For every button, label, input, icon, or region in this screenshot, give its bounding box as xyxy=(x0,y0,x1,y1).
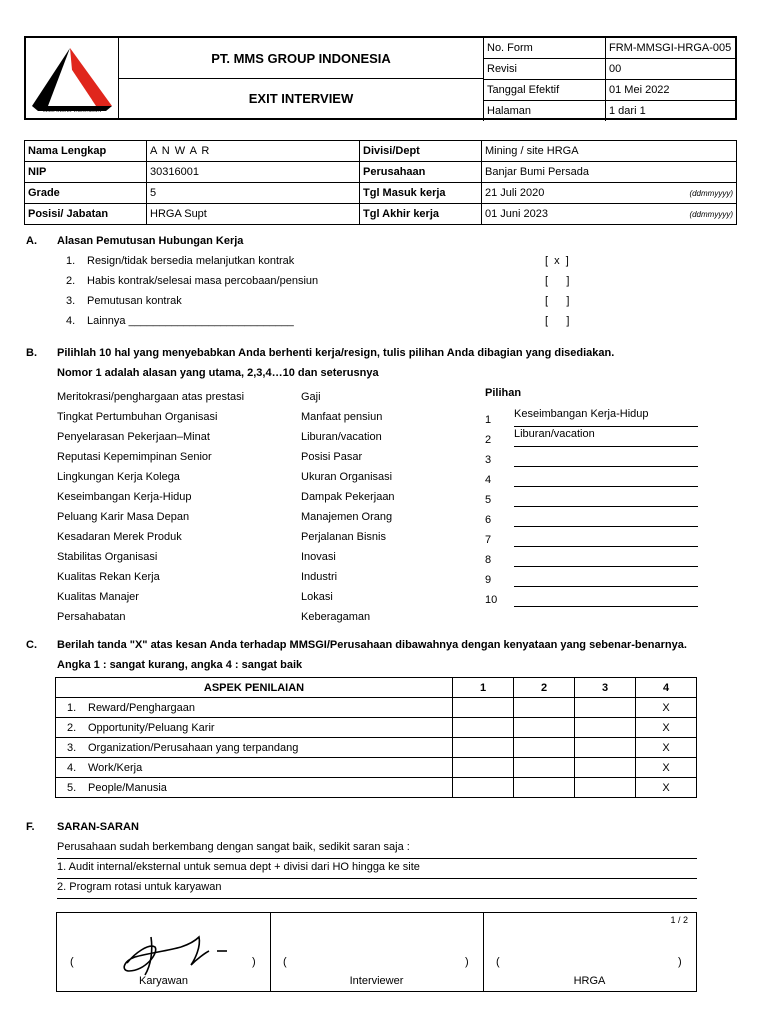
rating-num: 5. xyxy=(67,781,77,794)
pick-input[interactable] xyxy=(514,587,698,607)
logo-cell xyxy=(26,38,119,118)
pick-row xyxy=(485,467,700,487)
reason-option: Kualitas Manajer xyxy=(57,591,139,603)
reason-option: Kualitas Rekan Kerja xyxy=(57,571,160,583)
reason-text: Lainnya ___________________________ xyxy=(87,315,294,327)
pick-input[interactable] xyxy=(514,447,698,467)
pick-row xyxy=(485,507,700,527)
rating-cell[interactable] xyxy=(453,718,514,738)
reason-checkbox[interactable]: [ ] xyxy=(545,295,570,307)
identity-table xyxy=(24,140,737,225)
suggestion-line[interactable]: 1. Audit internal/eksternal untuk semua dept + divisi dari HO hingga ke site xyxy=(57,861,697,879)
pick-row xyxy=(485,487,700,507)
reason-options-col1 xyxy=(57,387,297,627)
section-c-letter: C. xyxy=(26,639,37,651)
rating-row xyxy=(56,698,697,718)
reason-option: Persahabatan xyxy=(57,611,126,623)
identity-label: Perusahaan xyxy=(360,162,482,183)
reason-option: Manfaat pensiun xyxy=(301,411,383,423)
rating-aspect-text: Reward/Penghargaan xyxy=(88,701,196,714)
pick-num: 5 xyxy=(485,494,492,506)
reason-option: Liburan/vacation xyxy=(301,431,382,443)
pick-num: 10 xyxy=(485,594,498,606)
signature-open-paren: ( xyxy=(70,956,74,968)
pick-input[interactable]: Liburan/vacation xyxy=(514,427,698,447)
reason-text: Pemutusan kontrak xyxy=(87,295,182,307)
pick-num: 1 xyxy=(485,414,492,426)
signature-role: HRGA xyxy=(573,975,606,987)
pick-input[interactable] xyxy=(514,467,698,487)
form-header xyxy=(24,36,737,120)
page-number: 1 / 2 xyxy=(670,915,688,925)
meta-value: 1 dari 1 xyxy=(606,101,736,122)
pick-input[interactable] xyxy=(514,507,698,527)
section-a-letter: A. xyxy=(26,235,37,247)
pick-num: 8 xyxy=(485,554,492,566)
identity-label: Divisi/Dept xyxy=(360,141,482,162)
signature-role: Karyawan xyxy=(139,975,188,987)
identity-row xyxy=(25,204,737,225)
rating-num: 2. xyxy=(67,721,77,734)
rating-cell[interactable] xyxy=(575,778,636,798)
identity-label: Grade xyxy=(25,183,147,204)
rating-row xyxy=(56,758,697,778)
reason-options-col2 xyxy=(301,387,481,627)
rating-row xyxy=(56,738,697,758)
reason-num: 2. xyxy=(66,275,76,287)
pick-row xyxy=(485,567,700,587)
form-title: EXIT INTERVIEW xyxy=(248,91,354,106)
pick-num: 9 xyxy=(485,574,492,586)
reason-option: Lokasi xyxy=(301,591,333,603)
signature-role: Interviewer xyxy=(349,975,404,987)
rating-header-score: 4 xyxy=(636,678,697,698)
rating-table xyxy=(55,677,697,798)
rating-cell[interactable] xyxy=(453,698,514,718)
pick-row xyxy=(485,587,700,607)
reason-option: Perjalanan Bisnis xyxy=(301,531,386,543)
identity-label: Tgl Akhir kerja xyxy=(360,204,482,225)
meta-value: FRM-MMSGI-HRGA-005 xyxy=(606,38,736,59)
meta-label: Revisi xyxy=(484,59,606,80)
reason-num: 4. xyxy=(66,315,76,327)
meta-value: 01 Mei 2022 xyxy=(606,80,736,101)
rating-aspect-text: Opportunity/Peluang Karir xyxy=(88,721,215,734)
reason-checkbox[interactable]: [ ] xyxy=(545,275,570,287)
identity-row xyxy=(25,141,737,162)
company-logo-icon xyxy=(26,38,118,118)
reason-text: Habis kontrak/selesai masa percobaan/pensiun xyxy=(87,275,319,287)
pick-row xyxy=(485,407,700,427)
identity-value-text: Banjar Bumi Persada xyxy=(485,166,589,178)
signature-col-interviewer[interactable] xyxy=(270,913,484,991)
rating-cell[interactable] xyxy=(575,738,636,758)
rating-header-score: 1 xyxy=(453,678,514,698)
rating-aspect-text: Work/Kerja xyxy=(88,761,143,774)
identity-value-text: Mining / site HRGA xyxy=(485,145,579,157)
pick-num: 6 xyxy=(485,514,492,526)
signature-box xyxy=(56,912,697,992)
pick-num: 3 xyxy=(485,454,492,466)
reason-checkbox[interactable]: [ ] xyxy=(545,315,570,327)
pick-row xyxy=(485,427,700,447)
reason-option: Industri xyxy=(301,571,338,583)
reason-option: Keberagaman xyxy=(301,611,371,623)
reason-option: Stabilitas Organisasi xyxy=(57,551,158,563)
pick-input[interactable] xyxy=(514,527,698,547)
rating-header-row xyxy=(56,678,697,698)
identity-value: HRGA Supt xyxy=(147,204,360,225)
signature-col-hrga[interactable] xyxy=(483,913,696,991)
identity-value: 5 xyxy=(147,183,360,204)
signature-open-paren: ( xyxy=(496,956,500,968)
rating-aspect-text: Organization/Perusahaan yang terpandang xyxy=(88,741,299,754)
suggestion-line[interactable]: 2. Program rotasi untuk karyawan xyxy=(57,881,697,899)
rating-num: 4. xyxy=(67,761,77,774)
identity-label: Posisi/ Jabatan xyxy=(25,204,147,225)
rating-aspect xyxy=(56,758,453,778)
pick-input[interactable] xyxy=(514,547,698,567)
pick-input[interactable] xyxy=(514,487,698,507)
reason-option: Lingkungan Kerja Kolega xyxy=(57,471,180,483)
reason-option: Peluang Karir Masa Depan xyxy=(57,511,190,523)
section-b-subtitle: Nomor 1 adalah alasan yang utama, 2,3,4…10 dan seterusnya xyxy=(57,367,379,379)
rating-row xyxy=(56,718,697,738)
reason-option: Meritokrasi/penghargaan atas prestasi xyxy=(57,391,245,403)
section-f-letter: F. xyxy=(26,821,35,833)
signature-open-paren: ( xyxy=(283,956,287,968)
reason-option: Penyelarasan Pekerjaan–Minat xyxy=(57,431,210,443)
meta-row xyxy=(484,80,736,101)
rating-cell[interactable] xyxy=(575,758,636,778)
pick-num: 4 xyxy=(485,474,492,486)
rating-cell[interactable] xyxy=(514,758,575,778)
reason-option: Keseimbangan Kerja-Hidup xyxy=(57,491,192,503)
pick-num: 7 xyxy=(485,534,492,546)
meta-label: No. Form xyxy=(484,38,606,59)
identity-value: A N W A R xyxy=(147,141,360,162)
meta-row xyxy=(484,101,736,122)
rating-header-score: 2 xyxy=(514,678,575,698)
identity-label: NIP xyxy=(25,162,147,183)
section-c-title: Berilah tanda "X" atas kesan Anda terhadap MMSGI/Perusahaan dibawahnya dengan kenyataan yang sebenar-benarnya. xyxy=(57,639,687,651)
rating-cell[interactable] xyxy=(575,698,636,718)
rating-cell[interactable] xyxy=(514,778,575,798)
company-name: PT. MMS GROUP INDONESIA xyxy=(119,38,483,79)
rating-cell[interactable] xyxy=(514,738,575,758)
section-a-title: Alasan Pemutusan Hubungan Kerja xyxy=(57,235,244,247)
date-format-note: (ddmmyyyy) xyxy=(689,189,733,198)
identity-label: Tgl Masuk kerja xyxy=(360,183,482,204)
meta-value: 00 xyxy=(606,59,736,80)
signature-close-paren: ) xyxy=(678,956,682,968)
rating-aspect xyxy=(56,718,453,738)
reason-option: Reputasi Kepemimpinan Senior xyxy=(57,451,212,463)
reason-option: Posisi Pasar xyxy=(301,451,363,463)
meta-row xyxy=(484,38,736,59)
reason-option: Ukuran Organisasi xyxy=(301,471,393,483)
reason-option: Manajemen Orang xyxy=(301,511,393,523)
reason-num: 3. xyxy=(66,295,76,307)
date-format-note: (ddmmyyyy) xyxy=(689,210,733,219)
rating-cell[interactable] xyxy=(453,758,514,778)
reason-option: Kesadaran Merek Produk xyxy=(57,531,182,543)
identity-value: 30316001 xyxy=(147,162,360,183)
logo-caption: MMS GROUP INDONESIA xyxy=(42,109,102,114)
reason-option: Gaji xyxy=(301,391,321,403)
identity-value xyxy=(482,162,737,183)
signature-col-karyawan xyxy=(57,913,271,991)
rating-aspect-text: People/Manusia xyxy=(88,781,167,794)
rating-aspect xyxy=(56,698,453,718)
reason-text: Resign/tidak bersedia melanjutkan kontrak xyxy=(87,255,295,267)
pick-input[interactable] xyxy=(514,567,698,587)
identity-value-text: 01 Juni 2023 xyxy=(485,208,548,220)
meta-label: Halaman xyxy=(484,101,606,122)
signature-close-paren: ) xyxy=(252,956,256,968)
signature-close-paren: ) xyxy=(465,956,469,968)
identity-value xyxy=(482,204,737,225)
pick-row xyxy=(485,527,700,547)
rating-cell[interactable] xyxy=(453,778,514,798)
identity-value-text: 21 Juli 2020 xyxy=(485,187,545,199)
reason-option: Inovasi xyxy=(301,551,336,563)
rating-cell[interactable] xyxy=(514,718,575,738)
identity-row xyxy=(25,162,737,183)
section-c-subtitle: Angka 1 : sangat kurang, angka 4 : sangat baik xyxy=(57,659,303,671)
reason-num: 1. xyxy=(66,255,76,267)
reason-checkbox[interactable]: [ x ] xyxy=(545,255,569,267)
rating-num: 3. xyxy=(67,741,77,754)
rating-header-aspect: ASPEK PENILAIAN xyxy=(56,678,453,698)
pick-list xyxy=(485,407,700,607)
meta-row xyxy=(484,59,736,80)
rating-cell[interactable]: X xyxy=(636,738,697,758)
reason-option: Dampak Pekerjaan xyxy=(301,491,395,503)
pick-row xyxy=(485,547,700,567)
identity-label: Nama Lengkap xyxy=(25,141,147,162)
rating-row xyxy=(56,778,697,798)
pick-input[interactable]: Keseimbangan Kerja-Hidup xyxy=(514,407,698,427)
rating-cell[interactable] xyxy=(453,738,514,758)
rating-cell[interactable] xyxy=(514,698,575,718)
suggestion-intro: Perusahaan sudah berkembang dengan sangat baik, sedikit saran saja : xyxy=(57,841,697,859)
rating-aspect xyxy=(56,778,453,798)
rating-cell[interactable] xyxy=(575,718,636,738)
rating-cell[interactable]: X xyxy=(636,758,697,778)
pick-num: 2 xyxy=(485,434,492,446)
rating-header-score: 3 xyxy=(575,678,636,698)
section-f-title: SARAN-SARAN xyxy=(57,821,139,833)
rating-cell[interactable]: X xyxy=(636,778,697,798)
rating-cell[interactable]: X xyxy=(636,698,697,718)
form-meta-table xyxy=(483,38,735,121)
rating-num: 1. xyxy=(67,701,77,714)
meta-label: Tanggal Efektif xyxy=(484,80,606,101)
reason-option: Tingkat Pertumbuhan Organisasi xyxy=(57,411,218,423)
pick-row xyxy=(485,447,700,467)
identity-value xyxy=(482,183,737,204)
section-b-title: Pilihlah 10 hal yang menyebabkan Anda berhenti kerja/resign, tulis pilihan Anda dibagian yang disediakan. xyxy=(57,347,615,359)
rating-cell[interactable]: X xyxy=(636,718,697,738)
pilihan-label: Pilihan xyxy=(485,387,522,399)
identity-value xyxy=(482,141,737,162)
section-b-letter: B. xyxy=(26,347,37,359)
rating-aspect xyxy=(56,738,453,758)
identity-row xyxy=(25,183,737,204)
